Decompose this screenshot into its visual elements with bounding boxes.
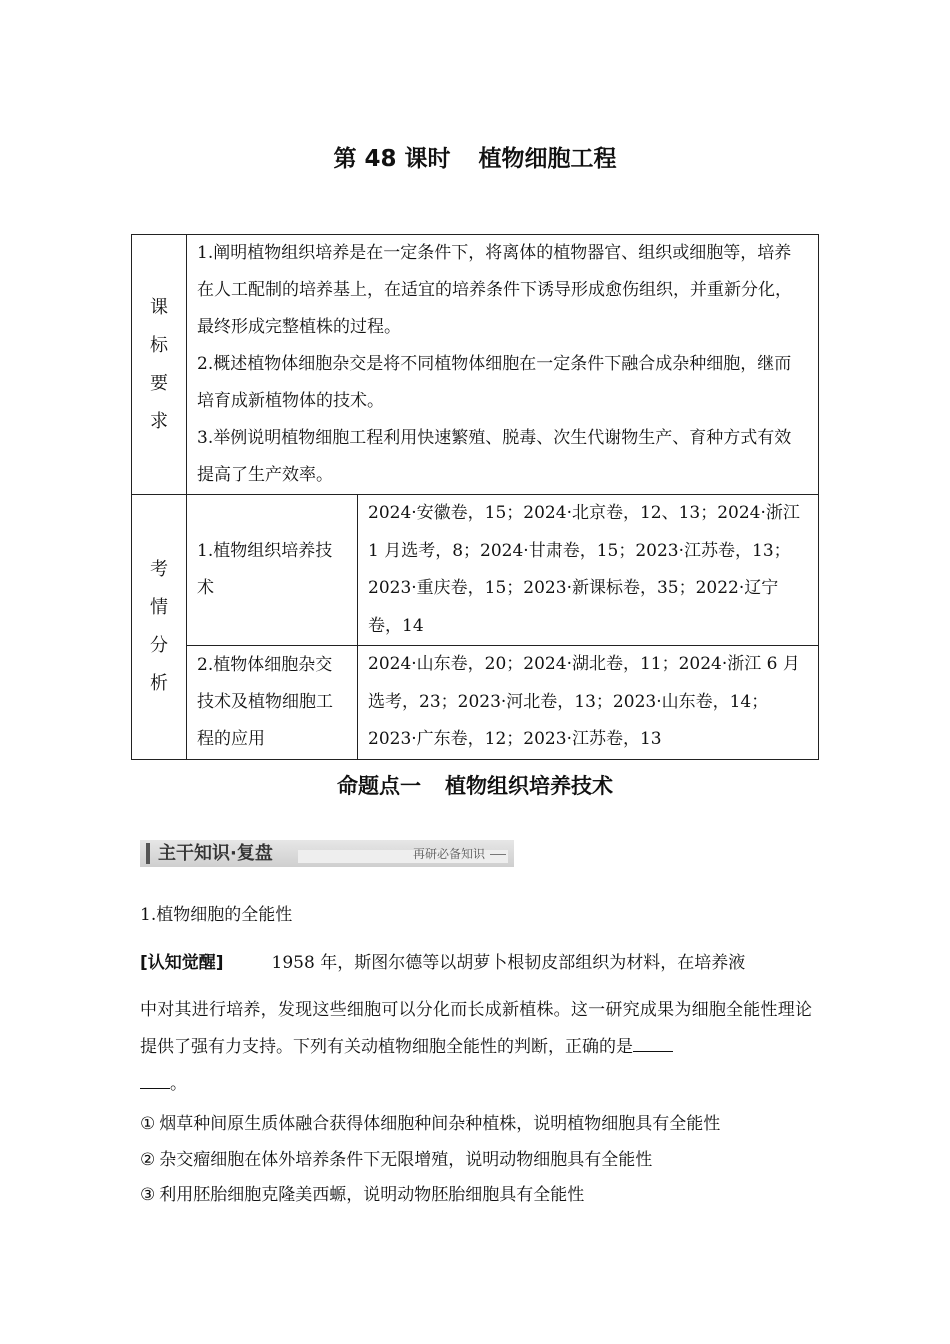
answer-blank: [633, 1050, 673, 1052]
analysis-row: [132, 495, 819, 646]
question-paragraph: [认知觉醒] 1958 年，斯图尔德等以胡萝卜根韧皮部组织为材料，在培养液 中对其进行培养，发现这些细胞可以分化而长成新植株。这一研究成果为细胞全能性理论提供了强有力支持。下列有关动植物细胞全能性的判断，正确的是 。: [140, 953, 812, 1094]
knowledge-banner: [140, 840, 514, 867]
analysis-label: 考 情 分 析: [132, 495, 187, 760]
question-tag: [认知觉醒]: [140, 953, 224, 973]
option-item: ② 杂交瘤细胞在体外培养条件下无限增殖，说明动物细胞具有全能性: [140, 1150, 653, 1170]
analysis-topic: 2.植物体细胞杂交技术及植物细胞工程的应用: [187, 646, 358, 760]
requirements-row: [132, 235, 819, 495]
question-line1: 1958 年，斯图尔德等以胡萝卜根韧皮部组织为材料，在培养液: [271, 953, 746, 973]
requirements-content: [187, 235, 819, 495]
page-title: [0, 140, 950, 173]
answer-blank-cont: [140, 1087, 170, 1089]
analysis-sources: 2024·安徽卷，15；2024·北京卷，12、13；2024·浙江 1 月选考，8；2024·甘肃卷，15；2023·江苏卷，13；2023·重庆卷，15；2023·新课标卷，35；2022·辽宁卷，14: [358, 495, 819, 646]
subsection-heading: 1.植物细胞的全能性: [140, 905, 293, 925]
banner-bar: [146, 843, 150, 864]
requirements-label: 课 标 要 求: [132, 235, 187, 495]
analysis-sources: 2024·山东卷，20；2024·湖北卷，11；2024·浙江 6 月选考，23；2023·河北卷，13；2023·山东卷，14；2023·广东卷，12；2023·江苏卷，13: [358, 646, 819, 760]
lesson-title: 植物细胞工程: [478, 146, 617, 172]
question-text: 中对其进行培养，发现这些细胞可以分化而长成新植株。这一研究成果为细胞全能性理论提供了强有力支持。下列有关动植物细胞全能性的判断，正确的是: [140, 1000, 812, 1057]
option-item: ③ 利用胚胎细胞克隆美西螈，说明动物胚胎细胞具有全能性: [140, 1185, 585, 1205]
analysis-row: [132, 646, 819, 760]
banner-title: 主干知识·复盘: [158, 843, 273, 864]
analysis-topic: 1.植物组织培养技术: [187, 495, 358, 646]
requirement-item: 2.概述植物体细胞杂交是将不同植物体细胞在一定条件下融合成杂种细胞，继而培育成新植物体的技术。: [197, 354, 792, 411]
option-item: ① 烟草种间原生质体融合获得体细胞种间杂种植株，说明植物细胞具有全能性: [140, 1114, 721, 1134]
section-heading: 命题点一 植物组织培养技术: [337, 774, 613, 798]
requirement-item: 3.举例说明植物细胞工程利用快速繁殖、脱毒、次生代谢物生产、育种方式有效提高了生产效率。: [197, 428, 792, 485]
banner-hint: 再研必备知识: [413, 846, 506, 862]
requirement-item: 1.阐明植物组织培养是在一定条件下，将离体的植物器官、组织或细胞等，培养在人工配制的培养基上，在适宜的培养条件下诱导形成愈伤组织，并重新分化，最终形成完整植株的过程。: [197, 243, 792, 337]
curriculum-table: [131, 234, 819, 760]
lesson-number: 第 48 课时: [333, 146, 451, 172]
